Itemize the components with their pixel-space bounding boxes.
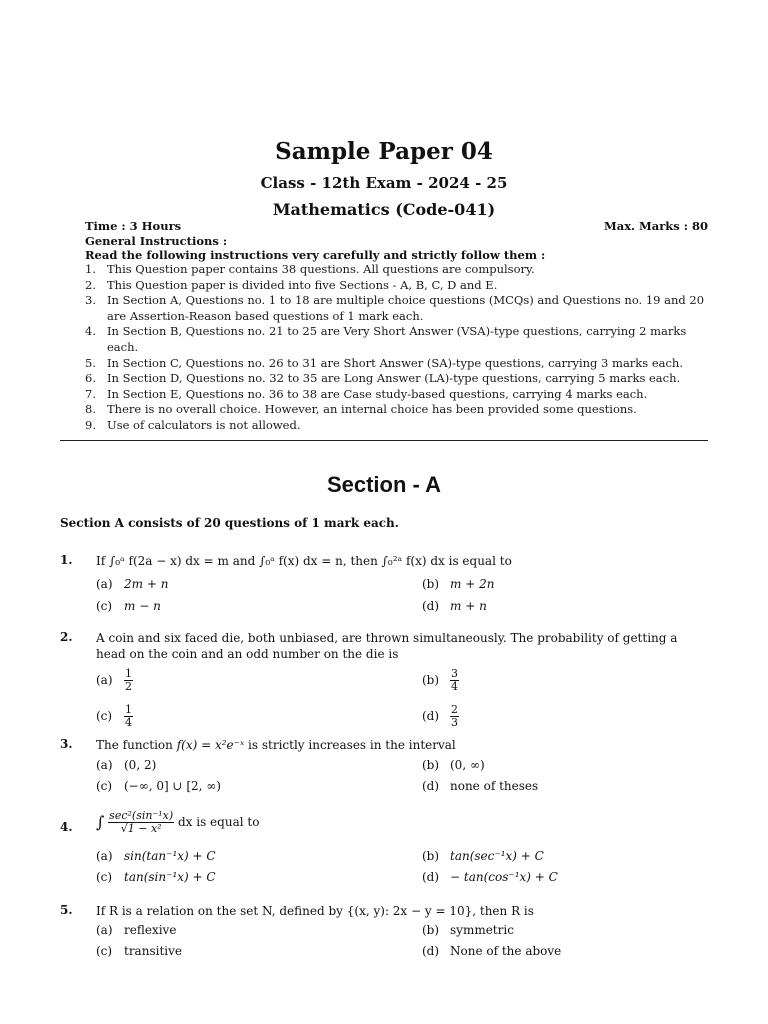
question-3 [60,737,710,797]
fraction: $\frac{3}{4}$ [451,667,458,693]
option-b[interactable]: (b) tan(sec⁻¹x) + C [422,849,544,863]
option-b[interactable]: (b) $\frac{3}{4}$ [422,667,458,693]
question-number: 2. [60,630,73,644]
instruction-item: 5. In Section C, Questions no. 26 to 31 are Short Answer (SA)-type questions, carrying 3 marks each. [85,355,683,370]
option-c[interactable]: (c) transitive [96,944,182,958]
question-4 [60,810,710,890]
option-d[interactable]: (d) − tan(cos⁻¹x) + C [422,870,558,884]
time-allowed: Time : 3 Hours [85,219,182,233]
instruction-item: 8. There is no overall choice. However, an internal choice has been provided some questions. [85,402,637,417]
instruction-item: 7. In Section E, Questions no. 36 to 38 are Case study-based questions, carrying 4 marks each. [85,386,648,401]
option-a[interactable]: (a) 2m + n [96,577,169,591]
question-text: ∫ sec²(sin⁻¹x) √1 − x² dx is equal to [96,809,260,835]
section-title: Section - A [326,472,442,497]
question-2 [60,630,710,730]
question-number: 5. [60,903,73,917]
question-text: If R is a relation on the set N, defined by {(x, y): 2x − y = 10}, then R is [96,904,534,918]
paper-title: Sample Paper 04 [275,138,493,165]
instruction-item: 6. In Section D, Questions no. 32 to 35 are Long Answer (LA)-type questions, carrying 5 marks each. [85,371,681,386]
question-text: A coin and six faced die, both unbiased, are thrown simultaneously. The probability of getting a head on the coin and an odd number on the die is [96,631,678,661]
divider-line [60,440,708,441]
fraction: $\frac{1}{4}$ [125,703,132,729]
paper-subtitle: Class - 12th Exam - 2024 - 25 [260,174,508,192]
section-description: Section A consists of 20 questions of 1 mark each. [60,516,399,530]
option-d[interactable]: (d) $\frac{2}{3}$ [422,703,458,729]
question-text: The function f(x) = x²e⁻ˣ is strictly increases in the interval [96,738,456,752]
instruction-item: 3. In Section A, Questions no. 1 to 18 are multiple choice questions (MCQs) and Questions no. 19 and 20 are Assertion-Reason based questions of 1 mark each. [85,293,705,323]
question-number: 3. [60,737,73,751]
instruction-item: 9. Use of calculators is not allowed. [85,417,301,432]
option-a[interactable]: (a) $\frac{1}{2}$ [96,667,132,693]
option-c[interactable]: (c) tan(sin⁻¹x) + C [96,870,216,884]
option-c[interactable]: (c) m − n [96,599,161,613]
option-a[interactable]: (a) sin(tan⁻¹x) + C [96,849,216,863]
read-instructions-note: Read the following instructions very carefully and strictly follow them : [85,248,546,262]
instruction-item: 2. This Question paper is divided into five Sections - A, B, C, D and E. [85,277,498,292]
instruction-item: 4. In Section B, Questions no. 21 to 25 are Very Short Answer (VSA)-type questions, carrying 2 marks each. [85,324,687,354]
integrand-fraction: sec²(sin⁻¹x) √1 − x² [109,809,174,835]
paper-subject: Mathematics (Code-041) [272,200,496,219]
option-b[interactable]: (b) (0, ∞) [422,758,485,772]
instructions-list [85,262,710,434]
option-a[interactable]: (a) reflexive [96,923,177,937]
max-marks: Max. Marks : 80 [604,219,708,233]
option-b[interactable]: (b) m + 2n [422,577,495,591]
instruction-item: 1. This Question paper contains 38 questions. All questions are compulsory. [85,262,535,276]
option-d[interactable]: (d) m + n [422,599,487,613]
question-5 [60,903,710,963]
option-d[interactable]: (d) none of theses [422,779,539,793]
question-text: If ∫₀ᵃ f(2a − x) dx = m and ∫₀ᵃ f(x) dx = n, then ∫₀²ᵃ f(x) dx is equal to [96,554,512,568]
option-c[interactable]: (c) $\frac{1}{4}$ [96,703,132,729]
fraction: $\frac{2}{3}$ [451,703,458,729]
option-c[interactable]: (c) (−∞, 0] ∪ [2, ∞) [96,779,221,793]
question-number: 1. [60,553,73,567]
question-number: 4. [60,820,73,834]
option-a[interactable]: (a) (0, 2) [96,758,157,772]
fraction: $\frac{1}{2}$ [125,667,132,693]
general-instructions-heading: General Instructions : [85,234,228,248]
option-d[interactable]: (d) None of the above [422,944,562,958]
option-b[interactable]: (b) symmetric [422,923,514,937]
question-1 [60,553,710,617]
